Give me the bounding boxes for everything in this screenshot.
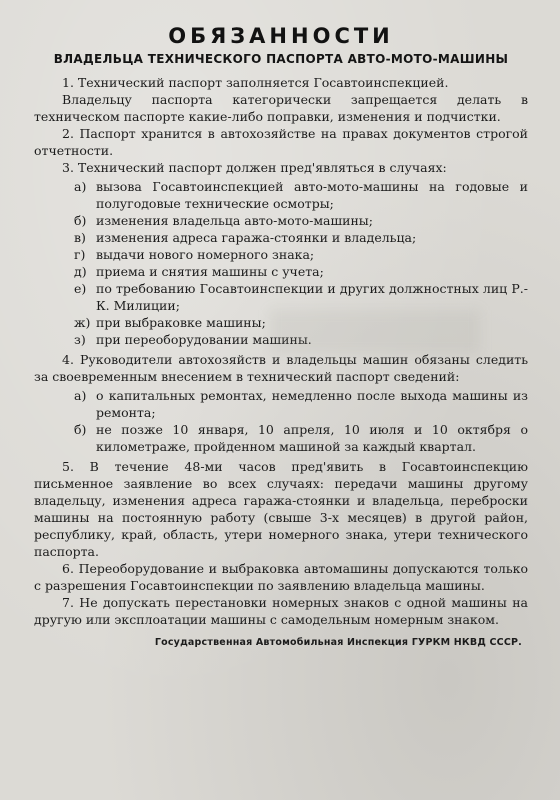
list-item-text: по требованию Госавтоинспекции и других должностных лиц Р.-К. Милиции; [96, 281, 528, 313]
list-item [74, 421, 528, 455]
paragraph-3: 3. Технический паспорт должен пред'являться в случаях: [62, 160, 447, 175]
paragraph-7: 7. Не допускать перестановки номерных знаков с одной машины на другую или эксплоатации машины с самодельным номерным знаком. [34, 595, 528, 627]
list-item-letter: а) [74, 179, 87, 194]
signature-line: Государственная Автомобильная Инспекция ГУРКМ НКВД СССР. [154, 637, 522, 648]
document-subtitle: ВЛАДЕЛЬЦА ТЕХНИЧЕСКОГО ПАСПОРТА АВТО-МОТО-МАШИНЫ [53, 52, 509, 66]
list-item-text: вызова Госавтоинспекцией авто-мото-машины на годовые и полугодовые технические осмотры; [96, 179, 528, 211]
list-item [74, 314, 528, 331]
list-item-text: изменения адреса гаража-стоянки и владельца; [96, 230, 417, 245]
paragraph-1: 1. Технический паспорт заполняется Госавтоинспекцией. [62, 75, 449, 90]
paragraph-4: 4. Руководители автохозяйств и владельцы машин обязаны следить за своевременным внесением в технический паспорт сведений: [34, 352, 528, 384]
list-item-letter: ж) [74, 315, 91, 330]
list-records [34, 387, 528, 455]
list-item [74, 178, 528, 212]
list-item [74, 280, 528, 314]
list-item-letter: з) [74, 332, 86, 347]
list-item-letter: а) [74, 388, 87, 403]
list-item-letter: б) [74, 213, 87, 228]
list-item-letter: д) [74, 264, 87, 279]
paragraph-1b: Владельцу паспорта категорически запрещается делать в техническом паспорте какие-либо поправки, изменения и подчистки. [34, 92, 528, 124]
list-item-letter: г) [74, 247, 86, 262]
list-item-text: выдачи нового номерного знака; [96, 247, 315, 262]
list-item-letter: е) [74, 281, 87, 296]
list-item-text: при переоборудовании машины. [96, 332, 312, 347]
list-item-text: о капитальных ремонтах, немедленно после выхода машины из ремонта; [96, 388, 528, 420]
list-item [74, 387, 528, 421]
paragraph-6: 6. Переоборудование и выбраковка автомашины допускаются только с разрешения Госавтоинспекции по заявлению владельца машины. [34, 561, 528, 593]
list-item-letter: б) [74, 422, 87, 437]
list-item [74, 246, 528, 263]
paragraph-2: 2. Паспорт хранится в автохозяйстве на правах документов строгой отчетности. [34, 126, 528, 158]
list-item-text: при выбраковке машины; [96, 315, 266, 330]
document-title: ОБЯЗАННОСТИ [168, 24, 394, 48]
list-item [74, 263, 528, 280]
list-item [74, 229, 528, 246]
list-item-text: приема и снятия машины с учета; [96, 264, 324, 279]
list-cases [34, 178, 528, 348]
list-item-text: изменения владельца авто-мото-машины; [96, 213, 373, 228]
list-item-text: не позже 10 января, 10 апреля, 10 июля и 10 октября о километраже, пройденном машиной за каждый квартал. [96, 422, 528, 454]
list-item [74, 331, 528, 348]
list-item-letter: в) [74, 230, 86, 245]
list-item [74, 212, 528, 229]
paragraph-5: 5. В течение 48-ми часов пред'явить в Госавтоинспекцию письменное заявление во всех случаях: передачи машины другому владельцу, изменения адреса гаража-стоянки и владельца, переброски машины на постоянную работу (свыше 3-х месяцев) в другой район, республику, край, область, утери номерного знака, утери технического паспорта. [34, 459, 528, 559]
